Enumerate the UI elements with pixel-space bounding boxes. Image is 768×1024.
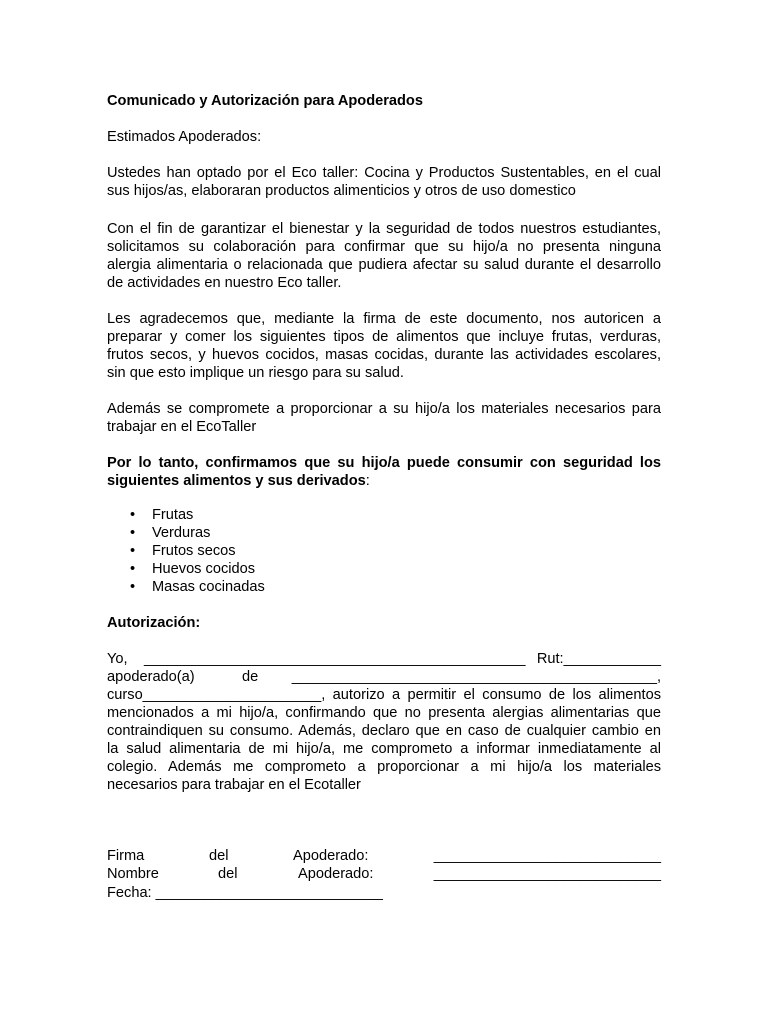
yo-row xyxy=(107,650,661,668)
rut-field[interactable]: Rut:____________ xyxy=(536,651,661,667)
de-label: de xyxy=(242,669,259,685)
firma-label: Firma xyxy=(107,848,145,864)
paragraph-line: preparar y comer los siguientes tipos de alimentos que incluye frutas, verduras, xyxy=(107,329,661,345)
nombre-apoderado-label: Apoderado: xyxy=(298,866,374,882)
greeting: Estimados Apoderados: xyxy=(107,129,262,145)
name-field[interactable]: _______________________________________________ xyxy=(144,651,526,667)
list-item: • Frutos secos xyxy=(130,543,236,559)
bullet-icon: • xyxy=(130,543,136,559)
paragraph-line: Ustedes han optado por el Eco taller: Cocina y Productos Sustentables, en el cual xyxy=(107,165,661,181)
paragraph-line: necesarios para trabajar en el Ecotaller xyxy=(107,777,361,793)
paragraph-line: contraindiquen su consumo. Además, declaro que en caso de cualquier cambio en xyxy=(107,723,661,739)
nombre-del-label: del xyxy=(218,866,238,882)
bullet-icon: • xyxy=(130,525,136,541)
confirmation-line: Por lo tanto, confirmamos que su hijo/a puede consumir con seguridad los xyxy=(107,455,661,471)
authorization-heading: Autorización: xyxy=(107,615,201,631)
nombre-row xyxy=(107,865,661,883)
confirmation-colon: : xyxy=(365,473,370,489)
paragraph-line: Con el fin de garantizar el bienestar y la seguridad de todos nuestros estudiantes, xyxy=(107,221,661,237)
bullet-icon: • xyxy=(130,507,136,523)
paragraph-line: trabajar en el EcoTaller xyxy=(107,419,257,435)
firma-del-label: del xyxy=(209,848,229,864)
date-field[interactable]: Fecha: ____________________________ xyxy=(107,885,383,901)
fecha-row xyxy=(107,884,661,902)
paragraph-wellbeing xyxy=(107,220,661,292)
paragraph-line: frutos secos, y huevos cocidos, masas cocidas, durante las actividades escolares, xyxy=(107,347,661,363)
guardian-name-field[interactable]: ____________________________ xyxy=(433,866,661,882)
confirmation-statement xyxy=(107,454,661,490)
food-list xyxy=(107,506,265,596)
curso-line[interactable]: curso______________________, autorizo a permitir el consumo de los alimentos xyxy=(107,687,661,703)
bullet-icon: • xyxy=(130,561,136,577)
list-item: • Frutas xyxy=(130,507,194,523)
list-item: • Verduras xyxy=(130,525,211,541)
confirmation-line-bold: siguientes alimentos y sus derivados xyxy=(107,473,366,489)
paragraph-line: alergia alimentaria o relacionada que pudiera afectar su salud durante el desarrollo xyxy=(107,257,661,273)
bullet-icon: • xyxy=(130,579,136,595)
paragraph-materials xyxy=(107,400,661,436)
paragraph-line: sus hijos/as, elaboraran productos alimenticios y otros de uso domestico xyxy=(107,183,576,199)
apoderado-row xyxy=(107,668,661,686)
document-title: Comunicado y Autorización para Apoderados xyxy=(107,93,423,109)
nombre-label: Nombre xyxy=(107,866,159,882)
paragraph-line: Además se compromete a proporcionar a su hijo/a los materiales necesarios para xyxy=(107,401,661,417)
firma-row xyxy=(107,847,661,865)
student-name-field[interactable]: _____________________________________________, xyxy=(291,669,661,685)
paragraph-line: solicitamos su colaboración para confirmar que su hijo/a no presenta ninguna xyxy=(107,239,661,255)
signature-field[interactable]: ____________________________ xyxy=(433,848,661,864)
paragraph-line: la salud alimentaria de mi hijo/a, me comprometo a informar inmediatamente al xyxy=(107,741,661,757)
list-item: • Huevos cocidos xyxy=(130,561,256,577)
authorization-body xyxy=(107,686,661,794)
paragraph-line: colegio. Además me comprometo a proporcionar a mi hijo/a los materiales xyxy=(107,759,661,775)
paragraph-line: Les agradecemos que, mediante la firma de este documento, nos autoricen a xyxy=(107,311,661,327)
list-item: • Masas cocinadas xyxy=(130,579,265,595)
paragraph-intro xyxy=(107,164,661,200)
firma-apoderado-label: Apoderado: xyxy=(293,848,369,864)
yo-label: Yo, xyxy=(107,651,128,667)
paragraph-line: mencionados a mi hijo/a, confirmando que no presenta alergias alimentarias que xyxy=(107,705,661,721)
paragraph-thanks xyxy=(107,310,661,382)
apoderado-label: apoderado(a) xyxy=(107,669,195,685)
paragraph-line: sin que esto implique un riesgo para su salud. xyxy=(107,365,404,381)
paragraph-line: de actividades en nuestro Eco taller. xyxy=(107,275,342,291)
